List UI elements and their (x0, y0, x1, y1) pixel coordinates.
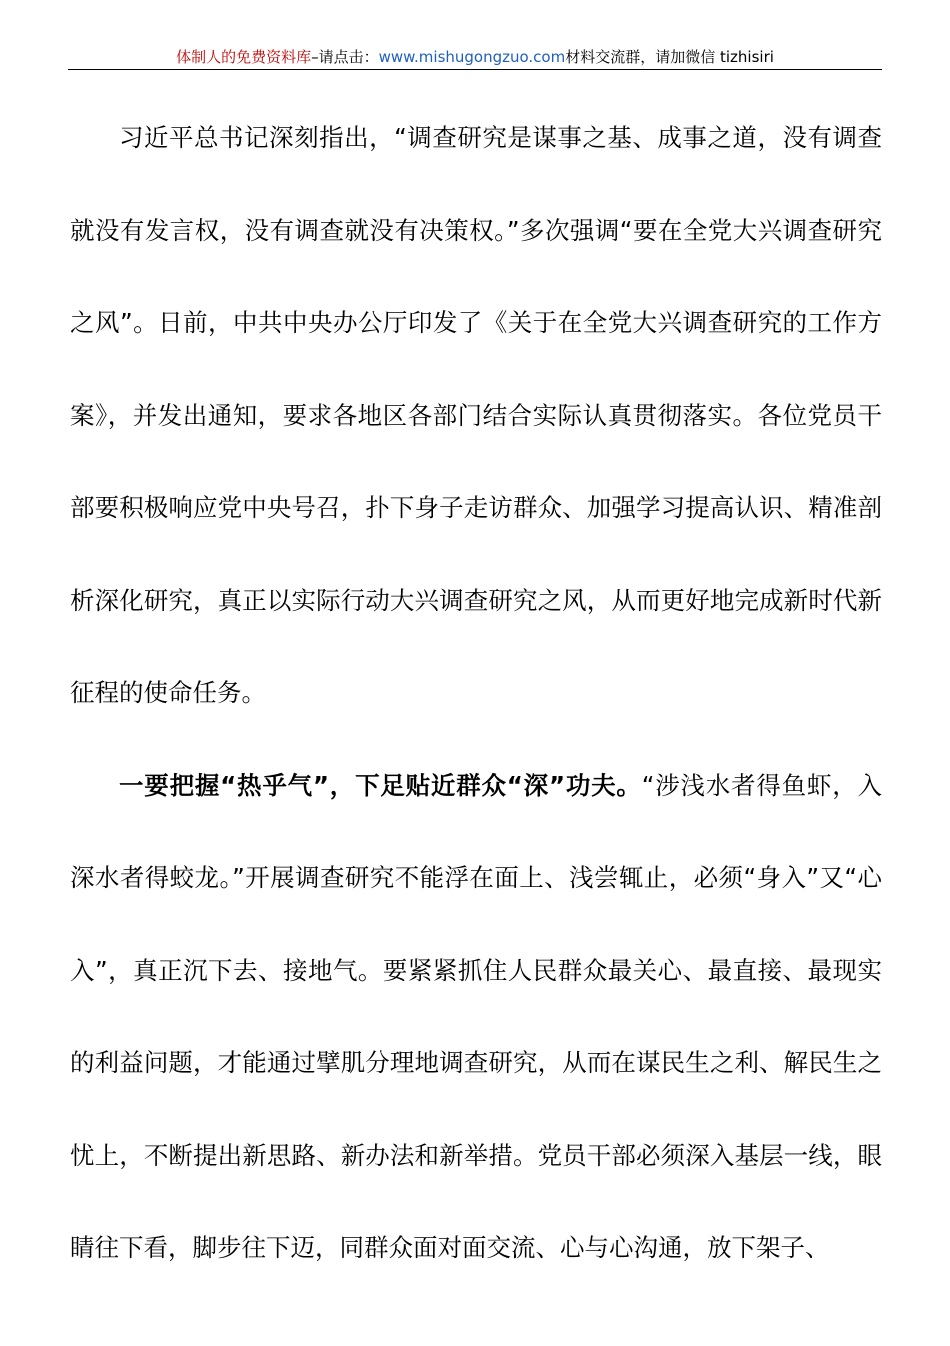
document-body (70, 92, 882, 1295)
header-prompt: –请点击： (311, 48, 379, 66)
paragraph-text: “涉浅水者得鱼虾，入深水者得蛟龙。”开展调查研究不能浮在面上、浅尝辄止，必须“身入”又“心入”，真正沉下去、接地气。要紧紧抓住人民群众最关心、最直接、最现实的利益问题，才能通过擘肌分理地调查研究，从而在谋民生之利、解民生之忧上，不断提出新思路、新办法和新举措。党员干部必须深入基层一线，眼睛往下看，脚步往下迈，同群众面对面交流、心与心沟通，放下架子、 (70, 770, 882, 1262)
header-contact: 材料交流群，请加微信 tizhisiri (565, 48, 774, 66)
paragraph-intro (70, 92, 882, 740)
header-site-name: 体制人的免费资料库 (176, 48, 312, 66)
header-divider (68, 69, 882, 70)
header-url-link[interactable]: www.mishugongzuo.com (378, 48, 566, 66)
paragraph-text: 习近平总书记深刻指出，“调查研究是谋事之基、成事之道，没有调查就没有发言权，没有调查就没有决策权。”多次强调“要在全党大兴调查研究之风”。日前，中共中央办公厅印发了《关于在全党大兴调查研究的工作方案》，并发出通知，要求各地区各部门结合实际认真贯彻落实。各位党员干部要积极响应党中央号召，扑下身子走访群众、加强学习提高认识、精准剖析深化研究，真正以实际行动大兴调查研究之风，从而更好地完成新时代新征程的使命任务。 (70, 123, 882, 707)
paragraph-lead-heading: 一要把握“热乎气”，下足贴近群众“深”功夫。 (119, 770, 642, 800)
page-header (68, 46, 882, 68)
paragraph-point-one (70, 740, 882, 1295)
